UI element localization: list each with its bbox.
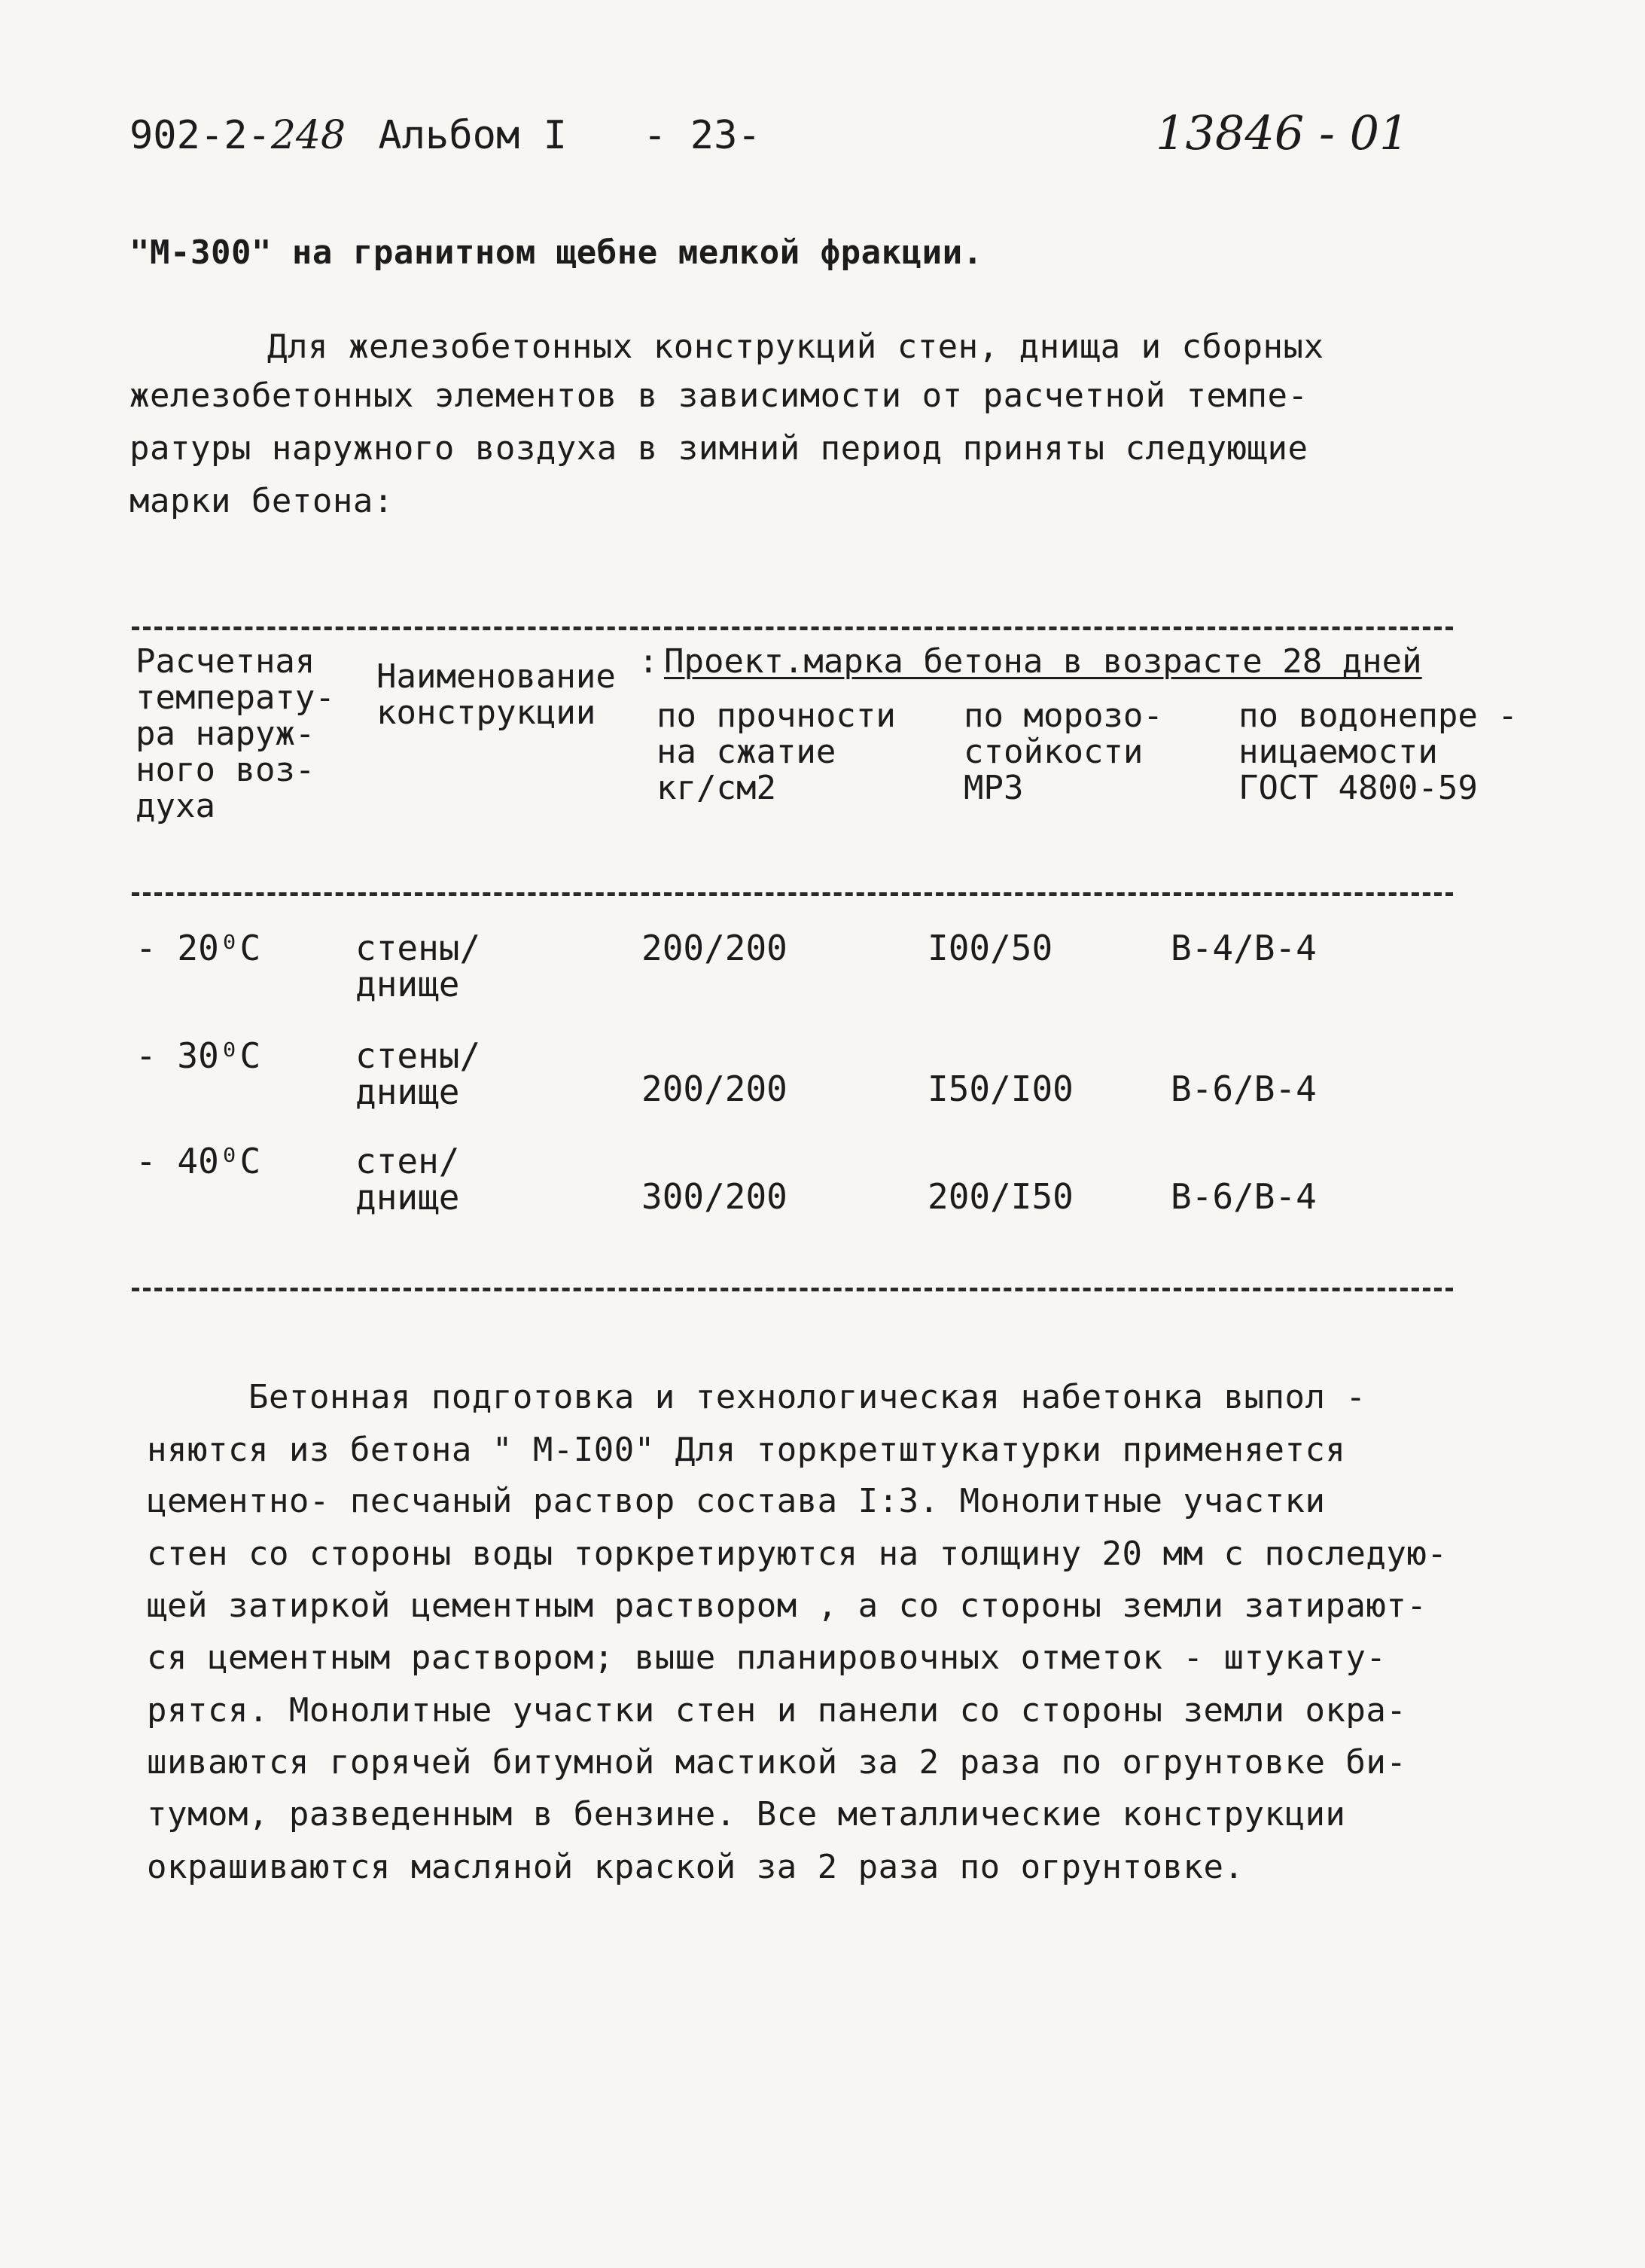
paragraph-2-line: няются из бетона " М-I00" Для торкретштукатурки применяется <box>147 1431 1346 1469</box>
cell-water: В-6/В-4 <box>1171 1068 1317 1109</box>
doc-prefix: 902-2- <box>129 113 271 158</box>
cell-temperature: - 40⁰С <box>136 1141 261 1181</box>
header-colon: : <box>638 642 659 681</box>
album-label: Альбом I <box>378 113 567 158</box>
paragraph-2-line: стен со стороны воды торкретируются на толщину 20 мм с последую- <box>147 1535 1448 1573</box>
table-top-rule <box>132 626 1453 630</box>
doc-number-handwritten: 248 <box>270 113 346 158</box>
archive-number: 13846 - 01 <box>1156 105 1409 160</box>
header-frost: по морозо- стойкости МРЗ <box>964 697 1163 807</box>
cell-strength: 300/200 <box>641 1176 787 1217</box>
paragraph-1-line: ратуры наружного воздуха в зимний период приняты следующие <box>129 429 1308 468</box>
cell-frost: 200/I50 <box>928 1176 1074 1217</box>
paragraph-2-line: щей затиркой цементным раствором , а со стороны земли затирают- <box>147 1587 1427 1625</box>
header-construction: Наименование конструкции <box>376 657 616 732</box>
table-header-rule <box>132 892 1453 896</box>
cell-frost: I00/50 <box>928 928 1053 968</box>
table-bottom-rule <box>132 1288 1453 1291</box>
cell-water: В-4/В-4 <box>1171 928 1317 968</box>
paragraph-2-line: Бетонная подготовка и технологическая набетонка выпол - <box>248 1378 1366 1416</box>
cell-temperature: - 30⁰С <box>136 1035 261 1076</box>
paragraph-1-line: железобетонных элементов в зависимости от расчетной темпе- <box>129 376 1308 415</box>
paragraph-2-line: рятся. Монолитные участки стен и панели со стороны земли окра- <box>147 1691 1407 1730</box>
cell-construction: стены/ днище <box>355 1035 481 1112</box>
intro-line: "М-300" на гранитном щебне мелкой фракции. <box>129 233 983 272</box>
header-temperature: Расчетная температу- ра наруж- ного воз- духа <box>136 642 335 825</box>
paragraph-2-line: окрашиваются масляной краской за 2 раза по огрунтовке. <box>147 1848 1244 1886</box>
cell-frost: I50/I00 <box>928 1068 1074 1109</box>
page-number: - 23- <box>643 113 761 158</box>
header-strength: по прочности на сжатие кг/см2 <box>656 697 896 807</box>
document-header <box>129 113 761 158</box>
cell-construction: стен/ днище <box>355 1141 460 1218</box>
cell-strength: 200/200 <box>641 1068 787 1109</box>
cell-water: В-6/В-4 <box>1171 1176 1317 1217</box>
cell-strength: 200/200 <box>641 928 787 968</box>
paragraph-1-line: марки бетона: <box>129 482 394 520</box>
paragraph-2-line: шиваются горячей битумной мастикой за 2 раза по огрунтовке би- <box>147 1743 1407 1782</box>
header-water: по водонепре - ницаемости ГОСТ 4800-59 <box>1238 697 1518 807</box>
paragraph-2-line: цементно- песчаный раствор состава I:3. Монолитные участки <box>147 1482 1326 1520</box>
cell-construction: стены/ днище <box>355 928 481 1004</box>
header-design-grade: Проект.марка бетона в возрасте 28 дней <box>664 642 1422 681</box>
paragraph-2-line: ся цементным раствором; выше планировочных отметок - штукату- <box>147 1639 1387 1677</box>
paragraph-2-line: тумом, разведенным в бензине. Все металлические конструкции <box>147 1795 1346 1834</box>
paragraph-1-line: Для железобетонных конструкций стен, днища и сборных <box>267 328 1324 366</box>
cell-temperature: - 20⁰С <box>136 928 261 968</box>
